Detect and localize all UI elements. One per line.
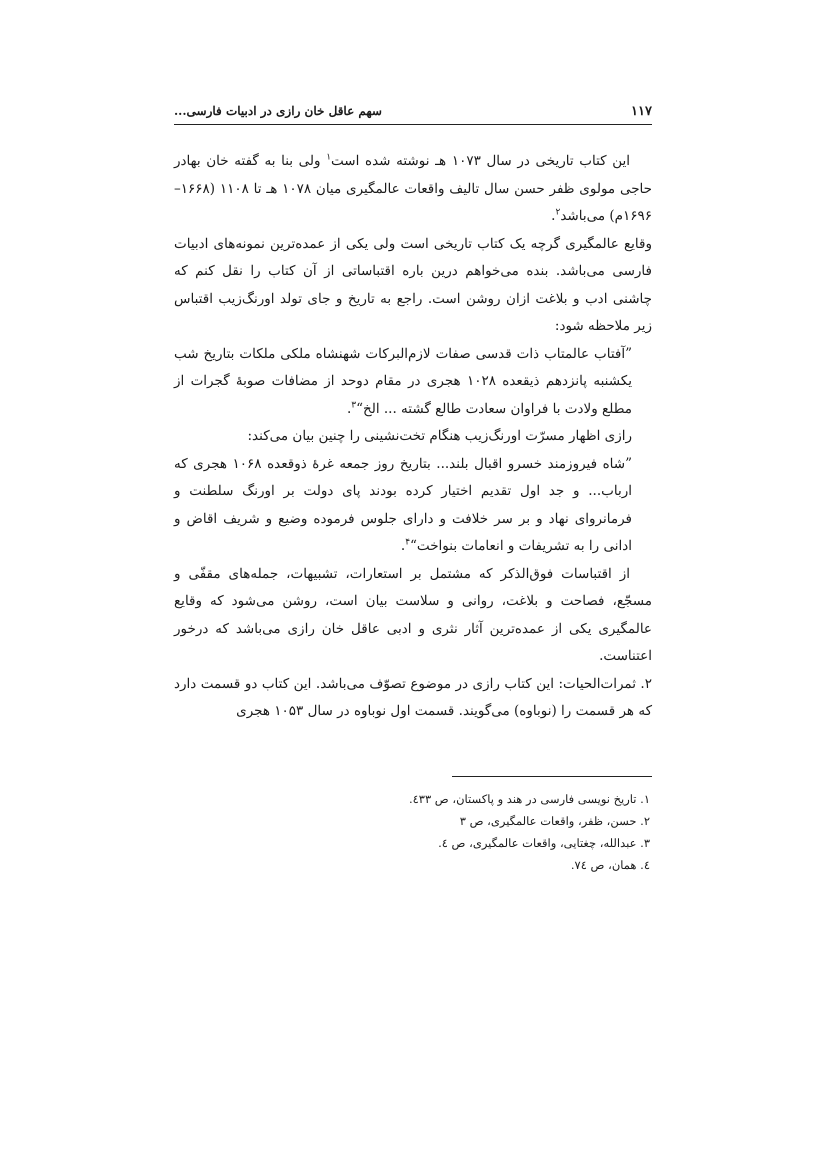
footnotes: [350, 788, 650, 876]
footnote-ref-2: ۲: [555, 207, 561, 218]
quote-intro: رازی اظهار مسرّت اورنگ‌زیب هنگام تخت‌نشینی را چنین بیان می‌کند:: [247, 428, 632, 444]
quote-2: ”شاه فیروزمند خسرو اقبال بلند... بتاریخ روز جمعه غرهٔ ذوقعده ۱۰۶۸ هجری که ارباب... و جد اول تقدیم اختیار کرده بودند پای دولت بر اورنگ سلطنت و فرمانروای نهاد و بر سر خلافت و دارای جلوس فرموده وضیع و شریف اقاض و ادانی را به تشریفات و انعامات بنواخت“$^۴$.: [174, 455, 632, 554]
running-header: [174, 100, 652, 125]
paragraph-3: از اقتباسات فوق‌الذکر که مشتمل بر استعارات، تشبیهات، جمله‌های مقفّی و مسجّع، فصاحت و بلاغت، روانی و سلاست بیان است، روشن می‌شود که وقایع عالمگیری یکی از عمده‌ترین آثار نثری و ادبی عاقل خان رازی می‌باشد که درخور اعتناست.: [174, 565, 652, 664]
paragraph-4: ۲. ثمرات‌الحیات: این کتاب رازی در موضوع تصوّف می‌باشد. این کتاب دو قسمت دارد که هر قسمت را (نوباوه) می‌گویند. قسمت اول نوباوه در سال ۱۰۵۳ هجری: [174, 675, 652, 719]
quote-1: ”آفتاب عالمتاب ذات قدسی صفات لازم‌البرکات شهنشاه ملکی ملکات بتاریخ شب یکشنبه پانزدهم ذیقعده ۱۰۲۸ هجری در مقام دوحد از مضافات صوبهٔ گجرات از مطلع ولادت با فراوان سعادت طالع گشته ... الخ“$^۳$.: [174, 345, 632, 417]
page-number: ۱۱۷: [631, 104, 652, 119]
running-title: سهم عاقل خان رازی در ادبیات فارسی...: [174, 104, 382, 118]
paragraph-1: این کتاب تاریخی در سال ۱۰۷۳ هـ نوشته شده است$^۱$ ولی بنا به گفته خان بهادر حاجی مولوی ظفر حسن سال تالیف واقعات عالمگیری میان ۱۰۷۸ هـ تا ۱۱۰۸ (۱۶۶۸–۱۶۹۶م) می‌باشد$^۲$.: [174, 152, 652, 224]
footnote-ref-3: ۳: [351, 400, 357, 410]
footnote-4: ٤. همان، ص ۷٤.: [570, 858, 650, 872]
footnote-2: ۲. حسن، ظفر، واقعات عالمگیری، ص ۳: [459, 814, 650, 828]
footnote-1: ۱. تاریخ نویسی فارسی در هند و پاکستان، ص ٤۳۳.: [408, 792, 650, 806]
footnote-ref-4: ۴: [405, 537, 411, 548]
footnote-divider: [452, 776, 652, 777]
footnote-ref-1: ۱: [326, 152, 332, 163]
paragraph-2: وقایع عالمگیری گرچه یک کتاب تاریخی است ولی یکی از عمده‌ترین نمونه‌های ادبیات فارسی می‌باشد. بنده می‌خواهم درین باره اقتباساتی از آن کتاب را نقل کنم که چاشنی ادب و بلاغت ازان روشن است. راجع به تاریخ و جای تولد اورنگ‌زیب اقتباس زیر ملاحظه شود:: [174, 235, 652, 334]
footnote-3: ۳. عبدالله، چغتایی، واقعات عالمگیری، ص ٤.: [438, 836, 650, 850]
main-text: [174, 148, 652, 726]
